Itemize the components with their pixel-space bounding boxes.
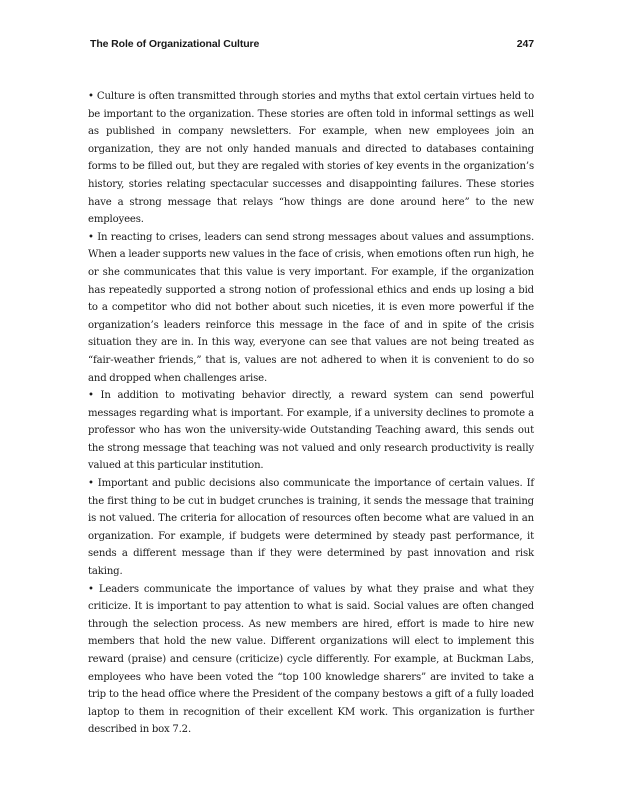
paragraph-text: Culture is often transmitted through stories and myths that extol certain virtues held to be important to the organization. These stories are often told in informal settings as well as published in company newsletters. For example, when new employees join an organization, they are not only handed manuals and directed to databases containing forms to be filled out, but they are regaled with stories of key events in the organization’s history, stories relating spectacular successes and disappointing failures. These stories have a strong message that relays “how things are done around here” to the new employees. [88,91,534,226]
running-header [90,38,534,56]
bullet-icon: • [88,478,94,490]
paragraph-crises [88,229,534,387]
paragraph-text: In addition to motivating behavior directly, a reward system can send powerful messages regarding what is important. For example, if a university declines to promote a professor who has won the university-wide Outstanding Teaching award, this sends out the strong message that teaching was not valued and only research productivity is really valued at this particular institution. [88,390,534,472]
paragraph-reward-system [88,387,534,475]
chapter-title: The Role of Organizational Culture [90,38,260,50]
bullet-icon: • [88,390,94,402]
body-text [88,88,534,739]
paragraph-text: In reacting to crises, leaders can send strong messages about values and assumptions. When a leader supports new values in the face of crisis, when emotions often run high, he or she communicates that this value is very important. For example, if the organization has repeatedly supported a strong notion of professional ethics and ends up losing a bid to a competitor who did not bother about such niceties, it is even more powerful if the organization’s leaders reinforce this message in the face of and in spite of the crisis situation they are in. In this way, everyone can see that values are not being treated as “fair-weather friends,” that is, values are not adhered to when it is convenient to do so and dropped when challenges arise. [88,231,535,384]
paragraph-praise-criticize [88,581,534,739]
paragraph-culture-stories [88,88,534,229]
bullet-icon: • [88,231,94,243]
paragraph-text: Important and public decisions also communicate the importance of certain values. If the first thing to be cut in budget crunches is training, it sends the message that training is not valued. The criteria for allocation of resources often become what are valued in an organization. For example, if budgets were determined by steady past performance, it sends a different message than if they were determined by past innovation and risk taking. [88,478,534,578]
bullet-icon: • [88,91,94,102]
page-number: 247 [516,38,534,50]
bullet-icon: • [88,583,94,595]
paragraph-text: Leaders communicate the importance of values by what they praise and what they criticize. It is important to pay attention to what is said. Social values are often changed through the selection process. As new members are hired, effort is made to hire new members that hold the new value. Different organizations will elect to implement this reward (praise) and censure (criticize) cycle differently. For example, at Buckman Labs, employees who have been voted the “top 100 knowledge sharers” are invited to take a trip to the head office where the President of the company bestows a gift of a fully loaded laptop to them in recognition of their excellent KM work. This organization is further described in box 7.2. [88,583,534,736]
paragraph-public-decisions [88,475,534,581]
